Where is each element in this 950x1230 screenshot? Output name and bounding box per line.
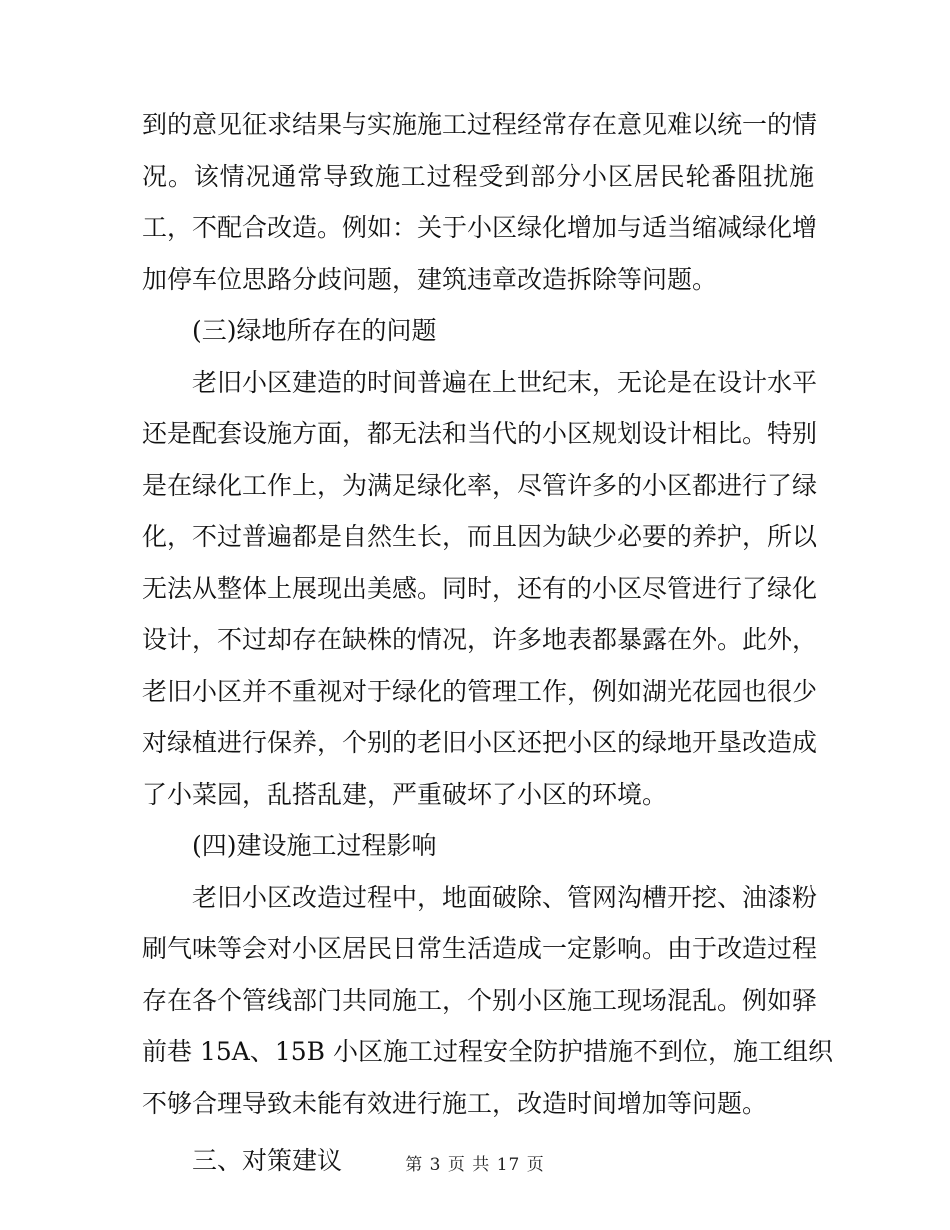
text-line: 老旧小区建造的时间普遍在上世纪末，无论是在设计水平 [192,367,818,397]
chapter-heading: 三、对策建议 [192,1146,343,1175]
section-heading-3: (三)绿地所存在的问题 [192,316,437,345]
text-line: 老旧小区改造过程中，地面破除、管网沟槽开挖、油漆粉 [192,882,818,912]
text-line: 设计，不过却存在缺株的情况，许多地表都暴露在外。此外， [142,625,818,654]
text-line: 存在各个管线部门共同施工，个别小区施工现场混乱。例如驿 [142,985,818,1015]
page-footer: 第 3 页 共 17 页 [405,1155,545,1175]
text-line: 还是配套设施方面，都无法和当代的小区规划设计相比。特别 [142,419,818,448]
text-line: 不够合理导致未能有效进行施工，改造时间增加等问题。 [142,1088,768,1118]
text-line: 无法从整体上展现出美感。同时，还有的小区尽管进行了绿化 [142,573,818,603]
text-line: 到的意见征求结果与实施施工过程经常存在意见难以统一的情 [142,110,818,139]
text-line: 老旧小区并不重视对于绿化的管理工作，例如湖光花园也很少 [142,676,818,706]
text-line: 前巷 15A、15B 小区施工过程安全防护措施不到位，施工组织 [142,1037,833,1066]
text-line: 加停车位思路分歧问题，建筑违章改造拆除等问题。 [142,264,718,294]
text-line: 化，不过普遍都是自然生长，而且因为缺少必要的养护，所以 [142,522,818,551]
text-line: 工，不配合改造。例如：关于小区绿化增加与适当缩减绿化增 [142,213,818,242]
text-line: 对绿植进行保养，个别的老旧小区还把小区的绿地开垦改造成 [142,728,818,757]
text-line: 了小菜园，乱搭乱建，严重破坏了小区的环境。 [142,779,668,809]
body-text [142,99,833,1187]
section-heading-4: (四)建设施工过程影响 [192,831,437,860]
text-line: 是在绿化工作上，为满足绿化率，尽管许多的小区都进行了绿 [142,470,818,500]
text-line: 况。该情况通常导致施工过程受到部分小区居民轮番阻扰施 [142,161,814,191]
text-line: 刷气味等会对小区居民日常生活造成一定影响。由于改造过程 [142,934,818,963]
